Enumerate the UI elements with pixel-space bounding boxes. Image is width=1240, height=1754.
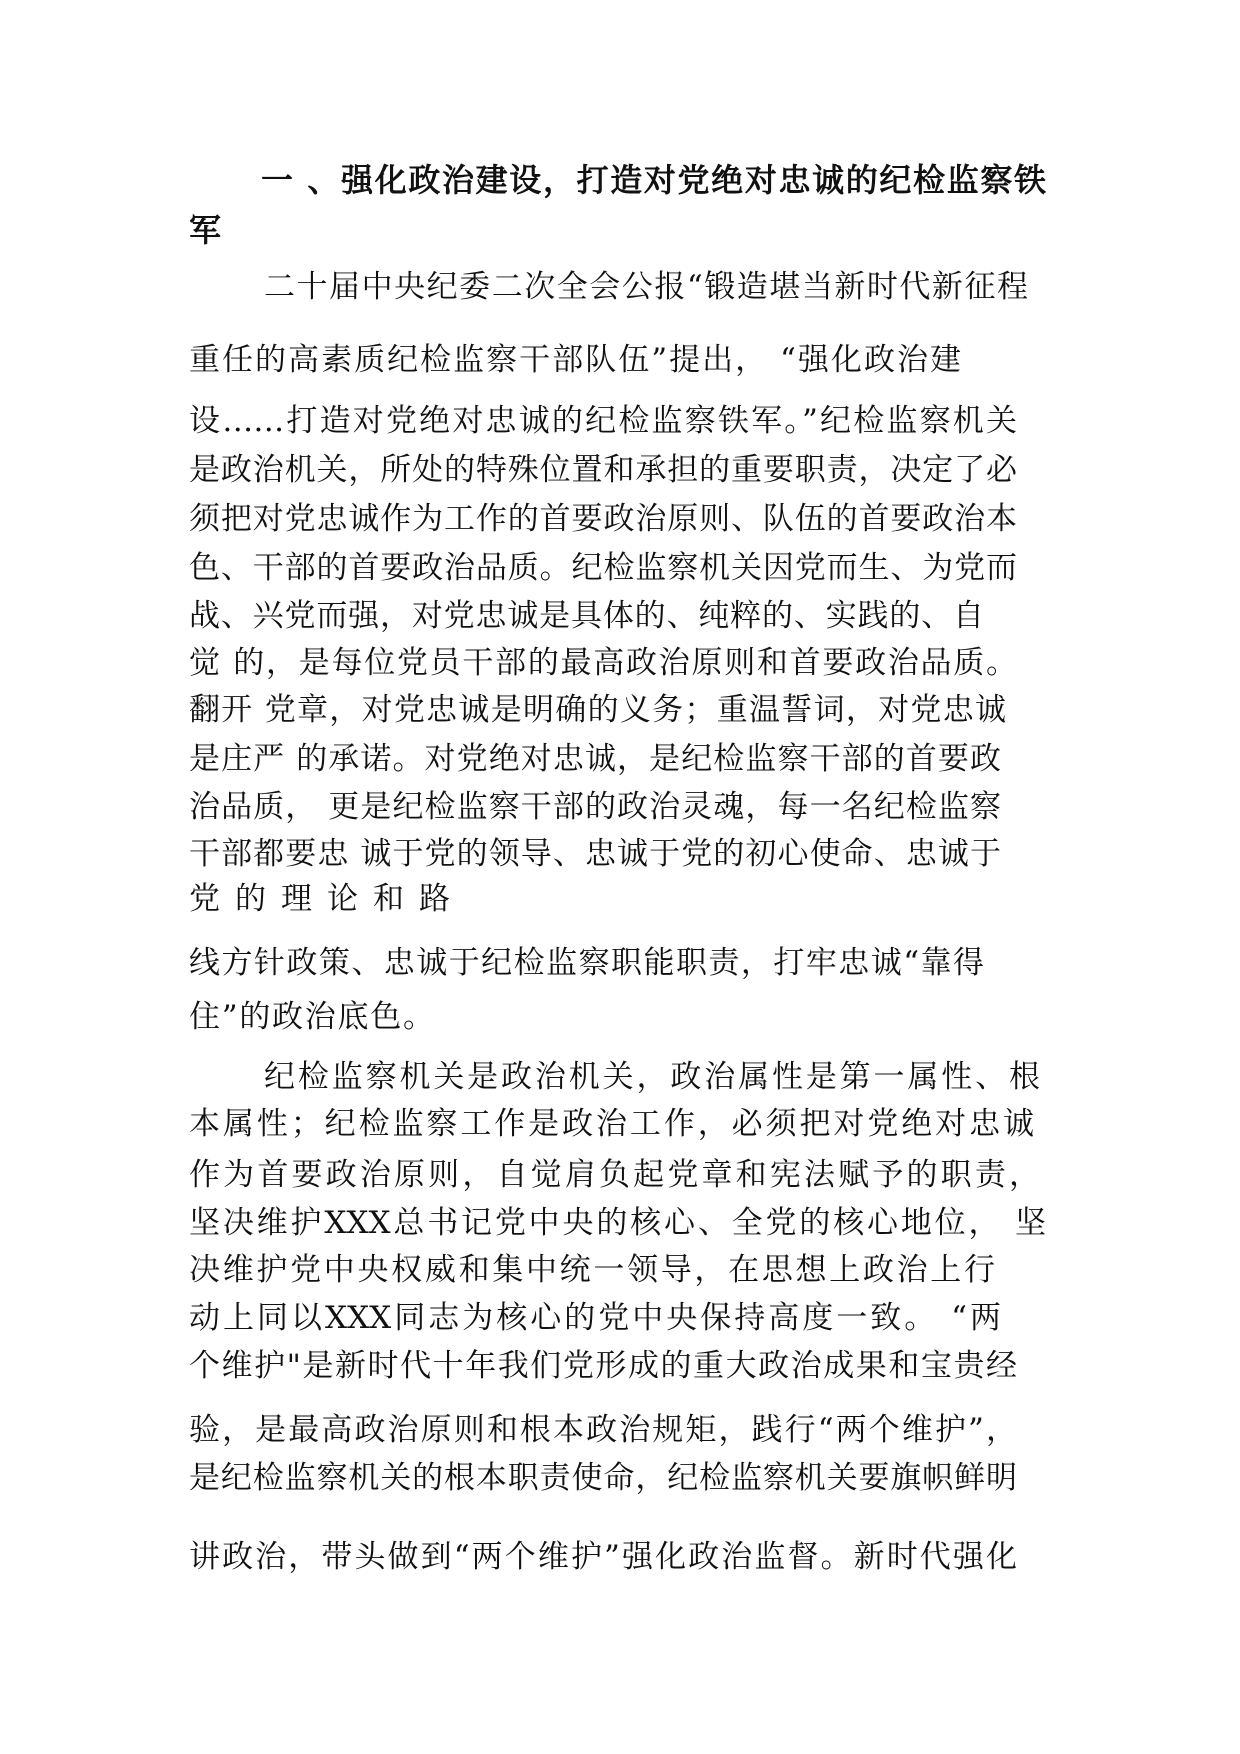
paragraph-line: 战、兴党而强，对党忠诚是具体的、纯粹的、实践的、自 xyxy=(189,598,984,634)
paragraph-line: 住”的政治底色。 xyxy=(189,999,434,1035)
paragraph-line: 是纪检监察机关的根本职责使命，纪检监察机关要旗帜鲜明 xyxy=(189,1460,1017,1496)
paragraph-line: 决维护党中央权威和集中统一领导，在思想上政治上行 xyxy=(189,1252,995,1288)
section-heading-line: 军 xyxy=(189,211,222,249)
paragraph-line: 色、干部的首要政治品质。纪检监察机关因党而生、为党而 xyxy=(189,550,1017,586)
paragraph-line: 线方针政策、忠诚于纪检监察职能职责，打牢忠诚“靠得 xyxy=(189,945,984,981)
paragraph-line: 坚决维护XXX总书记党中央的核心、全党的核心地位， 坚 xyxy=(189,1205,1046,1241)
paragraph-line: 动上同以XXX同志为核心的党中央保持高度一致。 “两 xyxy=(189,1300,1001,1336)
paragraph-line: 翻开 党章，对党忠诚是明确的义务；重温誓词，对党忠诚 xyxy=(189,692,1006,728)
paragraph-line: 治品质， 更是纪检监察干部的政治灵魂，每一名纪检监察 xyxy=(189,789,1001,825)
paragraph-line: 重任的高素质纪检监察干部队伍”提出， “强化政治建 xyxy=(189,342,961,378)
section-heading-line: 一 、强化政治建设，打造对党绝对忠诚的纪检监察铁 xyxy=(261,161,1046,199)
paragraph-line: 验，是最高政治原则和根本政治规矩，践行“两个维护”， xyxy=(189,1412,1017,1448)
paragraph-line: 觉 的，是每位党员干部的最高政治原则和首要政治品质。 xyxy=(189,645,1017,681)
paragraph-line: 个维护"是新时代十年我们党形成的重大政治成果和宝贵经 xyxy=(189,1348,1017,1384)
paragraph-line: 是政治机关，所处的特殊位置和承担的重要职责，决定了必 xyxy=(189,452,1017,488)
paragraph-line: 须把对党忠诚作为工作的首要政治原则、队伍的首要政治本 xyxy=(189,501,1017,537)
paragraph-line: 设……打造对党绝对忠诚的纪检监察铁军。”纪检监察机关 xyxy=(189,403,1017,439)
paragraph-line: 作为首要政治原则，自觉肩负起党章和宪法赋予的职责， xyxy=(189,1157,1040,1193)
paragraph-line: 本属性；纪检监察工作是政治工作，必须把对党绝对忠诚 xyxy=(189,1106,1034,1142)
paragraph-line: 纪检监察机关是政治机关，政治属性是第一属性、根 xyxy=(264,1059,1040,1095)
paragraph-line: 党的理论和路 xyxy=(189,881,450,917)
paragraph-line: 是庄严 的承诺。对党绝对忠诚，是纪检监察干部的首要政 xyxy=(189,741,1001,777)
paragraph-line: 干部都要忠 诚于党的领导、忠诚于党的初心使命、忠诚于 xyxy=(189,836,1001,872)
paragraph-line: 讲政治，带头做到“两个维护”强化政治监督。新时代强化 xyxy=(189,1539,1017,1575)
paragraph-line: 二十届中央纪委二次全会公报“锻造堪当新时代新征程 xyxy=(264,269,1028,305)
